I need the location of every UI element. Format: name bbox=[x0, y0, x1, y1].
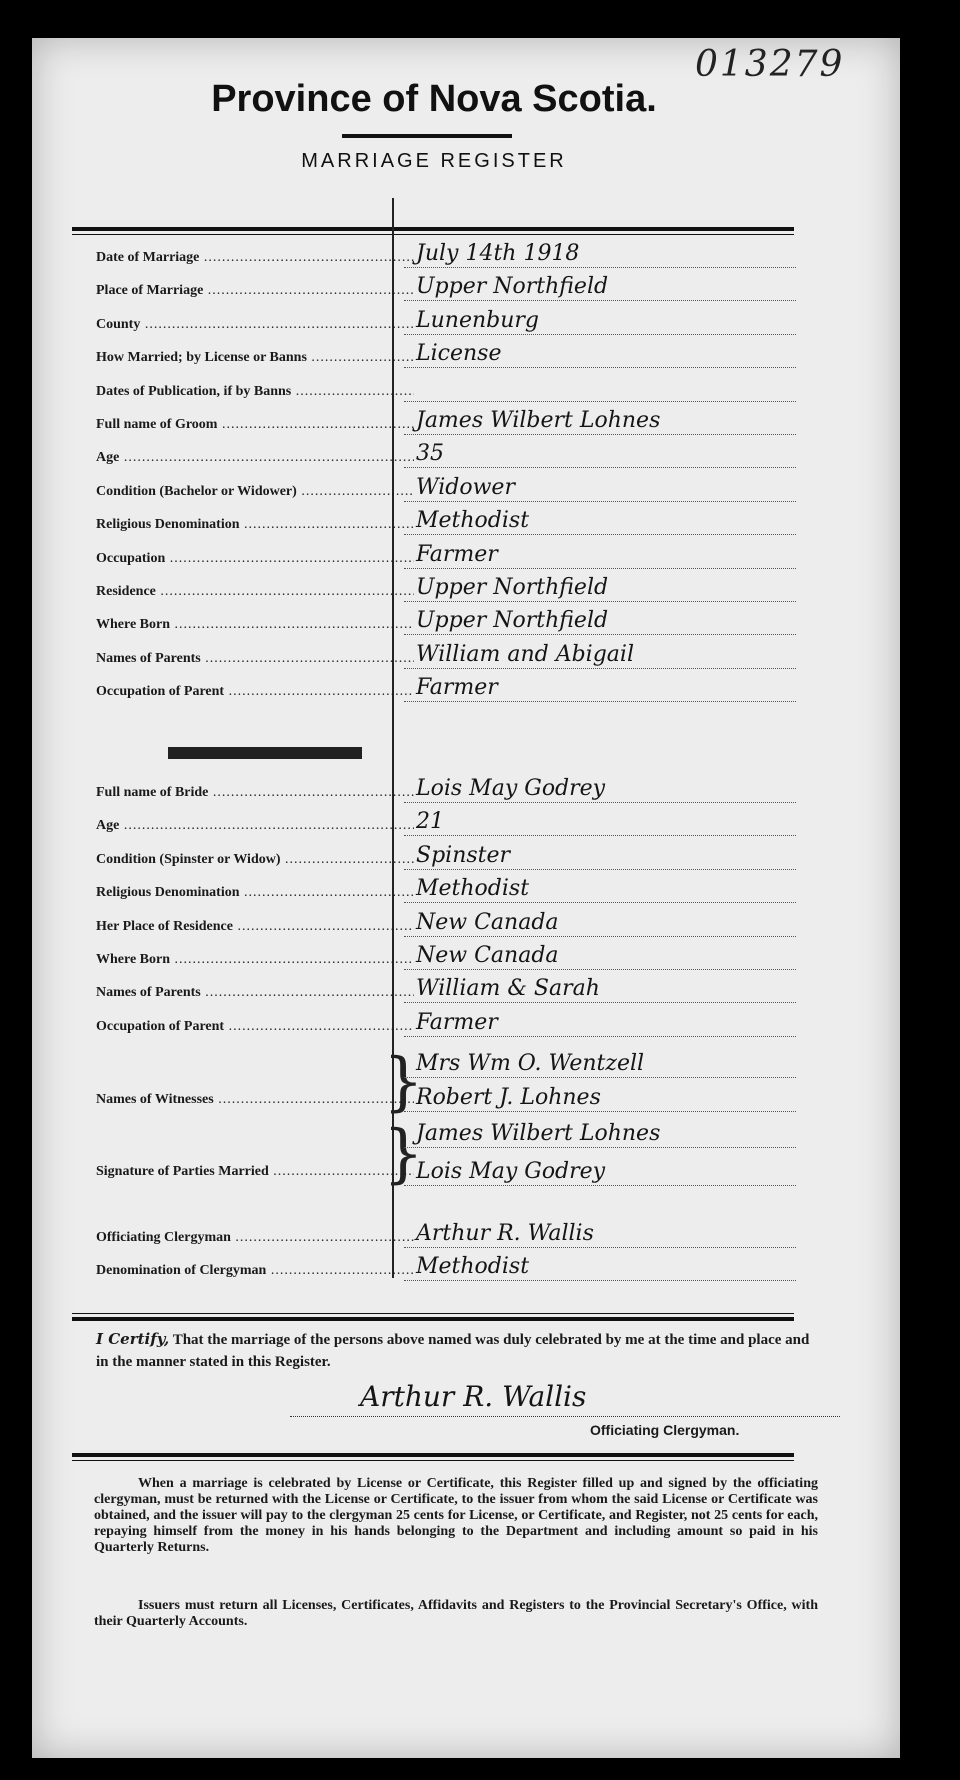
bride-value-religious-denomination: Methodist bbox=[404, 876, 796, 903]
bride-row-occupation-of-parent bbox=[56, 1009, 816, 1039]
bride-row-condition-spinster-or-widow bbox=[56, 842, 816, 872]
party-1-signature: James Wilbert Lohnes bbox=[404, 1121, 796, 1148]
party-2-signature: Lois May Godrey bbox=[404, 1159, 796, 1186]
groom-value-place-of-marriage: Upper Northfield bbox=[404, 274, 796, 301]
party-2-row bbox=[56, 1158, 816, 1188]
groom-label-where-born: Where Born ..... bbox=[96, 617, 414, 633]
groom-row-where-born bbox=[56, 607, 816, 637]
groom-row-place-of-marriage bbox=[56, 273, 816, 303]
bride-value-names-of-parents: William & Sarah bbox=[404, 976, 796, 1003]
groom-row-full-name-of-groom bbox=[56, 407, 816, 437]
page-title: Province of Nova Scotia. bbox=[211, 78, 657, 120]
groom-row-date-of-marriage bbox=[56, 240, 816, 270]
bride-row-where-born bbox=[56, 942, 816, 972]
groom-label-names-of-parents: Names of Parents ..... bbox=[96, 651, 414, 667]
bride-label-where-born: Where Born ..... bbox=[96, 952, 414, 968]
groom-value-how-married-by-license-or-banns: License bbox=[404, 341, 796, 368]
witnesses-brace: } bbox=[383, 1045, 424, 1119]
groom-value-names-of-parents: William and Abigail bbox=[404, 642, 796, 669]
party-1-row bbox=[56, 1120, 816, 1150]
header-rule bbox=[72, 227, 794, 231]
cert-rule-top-thick bbox=[72, 1317, 794, 1321]
groom-row-condition-bachelor-or-widower bbox=[56, 474, 816, 504]
groom-value-occupation: Farmer bbox=[404, 542, 796, 569]
bride-label-full-name-of-bride: Full name of Bride ..... bbox=[96, 785, 414, 801]
bride-value-where-born: New Canada bbox=[404, 943, 796, 970]
bride-row-religious-denomination bbox=[56, 875, 816, 905]
groom-row-occupation bbox=[56, 541, 816, 571]
groom-value-date-of-marriage: July 14th 1918 bbox=[404, 241, 796, 268]
groom-value-dates-of-publication-if-by-banns bbox=[404, 375, 796, 402]
groom-row-county bbox=[56, 307, 816, 337]
groom-value-occupation-of-parent: Farmer bbox=[404, 675, 796, 702]
notice-rule-thin bbox=[72, 1460, 794, 1461]
clergy-label-denomination-of-clergyman: Denomination of Clergyman ..... bbox=[96, 1263, 414, 1279]
groom-label-full-name-of-groom: Full name of Groom ..... bbox=[96, 417, 414, 433]
bride-row-names-of-parents bbox=[56, 975, 816, 1005]
bride-row-full-name-of-bride bbox=[56, 775, 816, 805]
groom-row-residence bbox=[56, 574, 816, 604]
bride-row-her-place-of-residence bbox=[56, 909, 816, 939]
certification-text bbox=[96, 1328, 816, 1373]
groom-row-religious-denomination bbox=[56, 507, 816, 537]
groom-row-dates-of-publication-if-by-banns bbox=[56, 374, 816, 404]
notice-rule bbox=[72, 1453, 794, 1457]
clergy-value-denomination-of-clergyman: Methodist bbox=[404, 1254, 796, 1281]
groom-row-age bbox=[56, 440, 816, 470]
serial-number: 013279 bbox=[695, 44, 845, 85]
certification-body: That the marriage of the persons above named was duly celebrated by me at the time and place and in the manner stated in this Register. bbox=[96, 1332, 810, 1370]
groom-value-age: 35 bbox=[404, 441, 796, 468]
signature-caption: Officiating Clergyman. bbox=[590, 1422, 740, 1438]
groom-label-age: Age ..... bbox=[96, 450, 414, 466]
certification-lead: I Certify, bbox=[96, 1330, 170, 1348]
clergy-value-officiating-clergyman: Arthur R. Wallis bbox=[404, 1221, 796, 1248]
bride-value-occupation-of-parent: Farmer bbox=[404, 1010, 796, 1037]
groom-value-full-name-of-groom: James Wilbert Lohnes bbox=[404, 408, 796, 435]
bride-value-condition-spinster-or-widow: Spinster bbox=[404, 843, 796, 870]
bride-section-bar bbox=[168, 747, 362, 759]
bride-value-her-place-of-residence: New Canada bbox=[404, 910, 796, 937]
bride-label-age: Age ..... bbox=[96, 818, 414, 834]
groom-label-date-of-marriage: Date of Marriage ..... bbox=[96, 250, 414, 266]
bride-row-age bbox=[56, 808, 816, 838]
bride-value-age: 21 bbox=[404, 809, 796, 836]
groom-value-where-born: Upper Northfield bbox=[404, 608, 796, 635]
cert-rule-top bbox=[72, 1313, 794, 1314]
clergy-label-officiating-clergyman: Officiating Clergyman ..... bbox=[96, 1230, 414, 1246]
groom-value-condition-bachelor-or-widower: Widower bbox=[404, 475, 796, 502]
bride-label-occupation-of-parent: Occupation of Parent ..... bbox=[96, 1019, 414, 1035]
groom-label-county: County ..... bbox=[96, 317, 414, 333]
witness-1-value: Mrs Wm O. Wentzell bbox=[404, 1051, 796, 1078]
groom-row-names-of-parents bbox=[56, 641, 816, 671]
groom-label-religious-denomination: Religious Denomination ..... bbox=[96, 517, 414, 533]
groom-row-how-married-by-license-or-banns bbox=[56, 340, 816, 370]
clergy-row-denomination-of-clergyman bbox=[56, 1253, 816, 1283]
groom-label-occupation-of-parent: Occupation of Parent ..... bbox=[96, 684, 414, 700]
groom-value-residence: Upper Northfield bbox=[404, 575, 796, 602]
witness-1-row bbox=[56, 1050, 816, 1080]
header-rule-thin bbox=[72, 234, 794, 235]
bride-label-condition-spinster-or-widow: Condition (Spinster or Widow) ..... bbox=[96, 852, 414, 868]
page-subtitle: MARRIAGE REGISTER bbox=[301, 150, 567, 172]
parties-label: Signature of Parties Married ..... bbox=[96, 1164, 414, 1180]
title-divider bbox=[342, 134, 512, 138]
bride-value-full-name-of-bride: Lois May Godrey bbox=[404, 776, 796, 803]
groom-value-religious-denomination: Methodist bbox=[404, 508, 796, 535]
groom-label-residence: Residence ..... bbox=[96, 584, 414, 600]
bride-label-religious-denomination: Religious Denomination ..... bbox=[96, 885, 414, 901]
groom-label-dates-of-publication-if-by-banns: Dates of Publication, if by Banns ..... bbox=[96, 384, 414, 400]
parties-brace: } bbox=[383, 1117, 424, 1191]
groom-label-occupation: Occupation ..... bbox=[96, 551, 414, 567]
witness-2-row bbox=[56, 1084, 816, 1114]
groom-label-place-of-marriage: Place of Marriage ..... bbox=[96, 283, 414, 299]
groom-label-how-married-by-license-or-banns: How Married; by License or Banns ..... bbox=[96, 350, 414, 366]
return-notice: When a marriage is celebrated by License or Certificate, this Register filled up and signed by the officiating clergyman, must be returned with the License or Certificate, to the issuer from whom the said License or Certificate was obtained, and the issuer will pay to the clergyman 25 cents for License, or Certificate, and Register, not 25 cents for each, repaying himself from the money in his hands belonging to the Department and including amount so paid in his Quarterly Returns. bbox=[94, 1476, 818, 1555]
groom-label-condition-bachelor-or-widower: Condition (Bachelor or Widower) ..... bbox=[96, 484, 414, 500]
clergyman-signature: Arthur R. Wallis bbox=[290, 1380, 840, 1417]
groom-value-county: Lunenburg bbox=[404, 308, 796, 335]
witnesses-label: Names of Witnesses ..... bbox=[96, 1092, 414, 1108]
witness-2-value: Robert J. Lohnes bbox=[404, 1085, 796, 1112]
bride-label-her-place-of-residence: Her Place of Residence ..... bbox=[96, 919, 414, 935]
bride-label-names-of-parents: Names of Parents ..... bbox=[96, 985, 414, 1001]
issuers-note: Issuers must return all Licenses, Certificates, Affidavits and Registers to the Provincial Secretary's Office, with their Quarterly Accounts. bbox=[94, 1598, 818, 1629]
groom-row-occupation-of-parent bbox=[56, 674, 816, 704]
clergy-row-officiating-clergyman bbox=[56, 1220, 816, 1250]
